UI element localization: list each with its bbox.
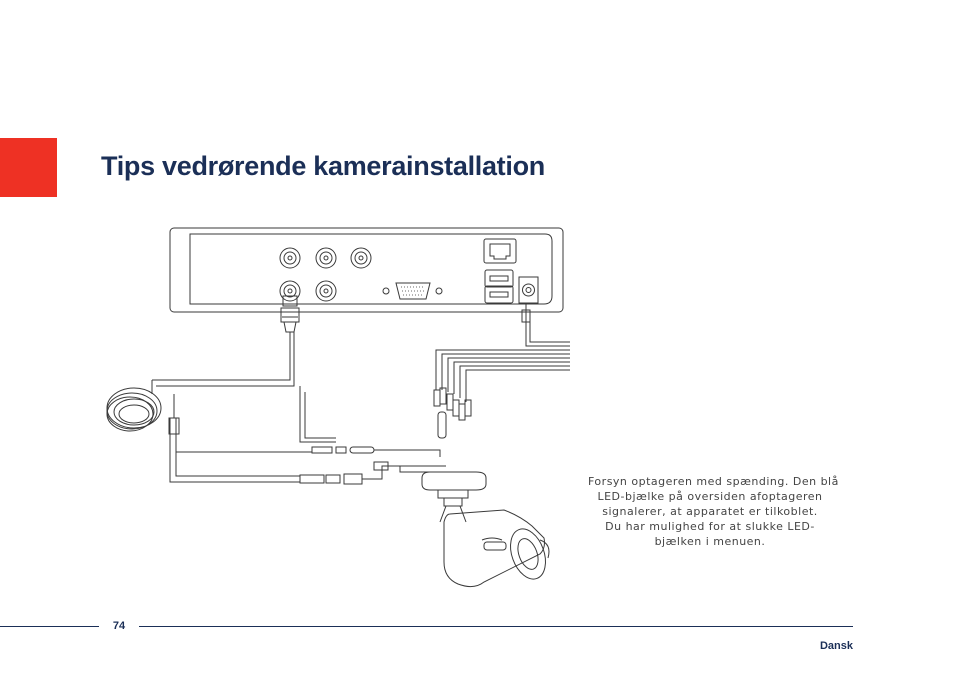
caption-text (588, 474, 839, 549)
page-number: 74 (112, 620, 126, 632)
camera-mount-icon (422, 472, 486, 522)
lan-port-icon (484, 239, 516, 263)
footer-rule-left (0, 626, 99, 627)
connector-plug-icon (434, 388, 471, 438)
bullet-camera-icon (444, 510, 552, 587)
usb-port-icon (485, 270, 513, 303)
caption-line: signalerer, at apparatet er tilkoblet. (602, 505, 818, 518)
connector-plug-icon (300, 447, 388, 484)
caption-line: Forsyn optageren med spænding. Den blå (588, 475, 839, 488)
recorder-rear-panel (170, 228, 563, 312)
caption-line: Du har mulighed for at slukke LED- (605, 520, 815, 533)
power-socket-icon (519, 277, 538, 303)
caption-line: bjælken i menuen. (654, 535, 766, 548)
chapter-marker (0, 138, 57, 197)
vga-port-icon (383, 283, 442, 299)
cable-coil-icon (107, 388, 161, 431)
bnc-connector-icon (280, 281, 336, 301)
caption-line: LED-bjælke på oversiden afoptageren (597, 490, 823, 503)
camera-installation-diagram (100, 222, 570, 594)
footer-rule-right (139, 626, 853, 627)
page-title: Tips vedrørende kamerainstallation (101, 151, 545, 181)
language-label: Dansk (819, 640, 853, 652)
bnc-connector-icon (280, 248, 371, 268)
